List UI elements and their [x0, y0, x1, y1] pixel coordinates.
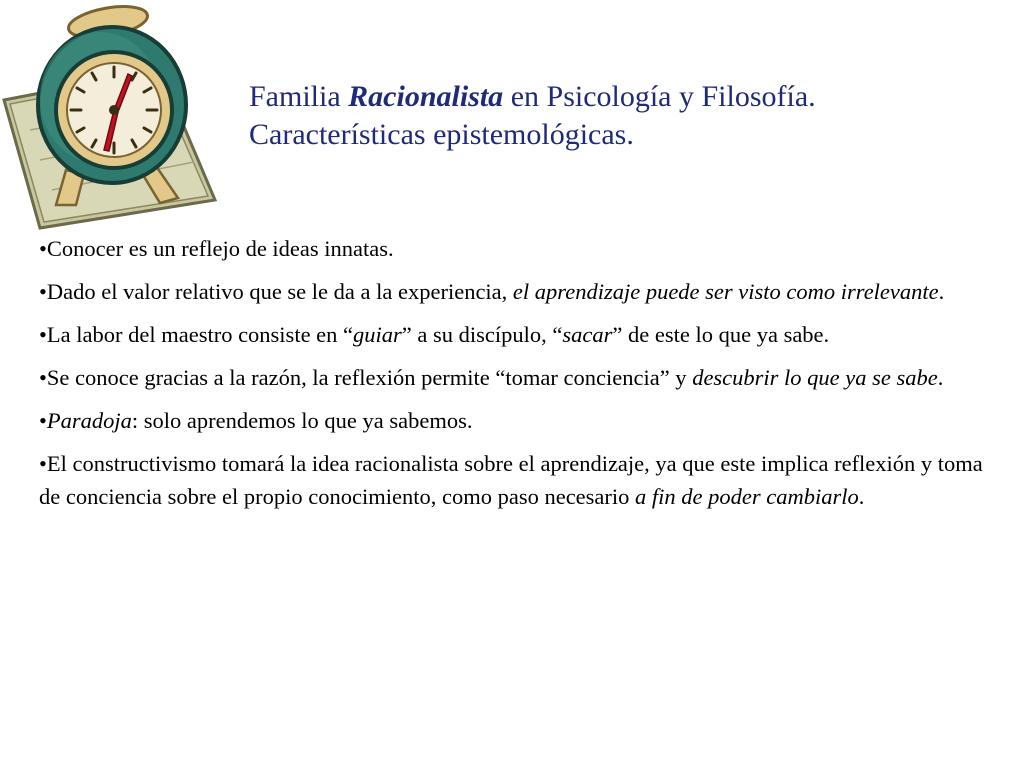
bullet-item — [39, 232, 1009, 265]
bullet-marker: • — [39, 408, 47, 433]
bullet-text: Dado el valor relativo que se le da a la experiencia, — [46, 279, 513, 304]
bullet-item — [39, 361, 1009, 394]
bullet-marker: • — [39, 451, 47, 476]
bullet-list — [39, 232, 1009, 513]
bullet-marker: • — [39, 322, 47, 347]
alarm-clock-icon — [0, 0, 222, 232]
title-suffix: en Psicología y Filosofía. — [503, 80, 816, 113]
bullet-text: ” de este lo que ya sabe. — [612, 322, 830, 347]
bullet-text: Conocer es un reflejo de ideas innatas. — [46, 236, 394, 261]
bullet-italic: descubrir lo que ya se sabe — [692, 365, 938, 390]
bullet-text: ” a su discípulo, “ — [401, 322, 563, 347]
title-prefix: Familia — [249, 80, 349, 113]
bullet-italic: Paradoja — [46, 408, 132, 433]
title-emphasis: Racionalista — [348, 80, 504, 113]
bullet-item — [39, 318, 1009, 351]
bullet-text: . — [938, 279, 945, 304]
bullet-item — [39, 275, 1009, 308]
bullet-marker: • — [39, 279, 47, 304]
bullet-item — [39, 404, 1009, 437]
bullet-text: Se conoce gracias a la razón, la reflexión permite “tomar conciencia” y — [46, 365, 693, 390]
bullet-italic: a fin de poder cambiarlo — [635, 484, 859, 509]
bullet-italic: sacar — [562, 322, 613, 347]
title-line-1 — [249, 78, 1009, 116]
bullet-text: : solo aprendemos lo que ya sabemos. — [131, 408, 473, 433]
bullet-text: La labor del maestro consiste en “ — [46, 322, 354, 347]
bullet-text: . — [858, 484, 865, 509]
slide-title — [249, 78, 1009, 154]
title-line-2: Características epistemológicas. — [249, 118, 634, 151]
bullet-italic: el aprendizaje puede ser visto como irrelevante — [512, 279, 939, 304]
bullet-italic: guiar — [353, 322, 402, 347]
bullet-marker: • — [39, 365, 47, 390]
bullet-text: . — [937, 365, 944, 390]
bullet-item — [39, 447, 1009, 513]
bullet-marker: • — [39, 236, 47, 261]
bullet-text: El constructivismo tomará la idea racionalista sobre el aprendizaje, ya que este implica reflexión y toma de conciencia sobre el propio conocimiento, como paso necesario — [39, 451, 983, 509]
